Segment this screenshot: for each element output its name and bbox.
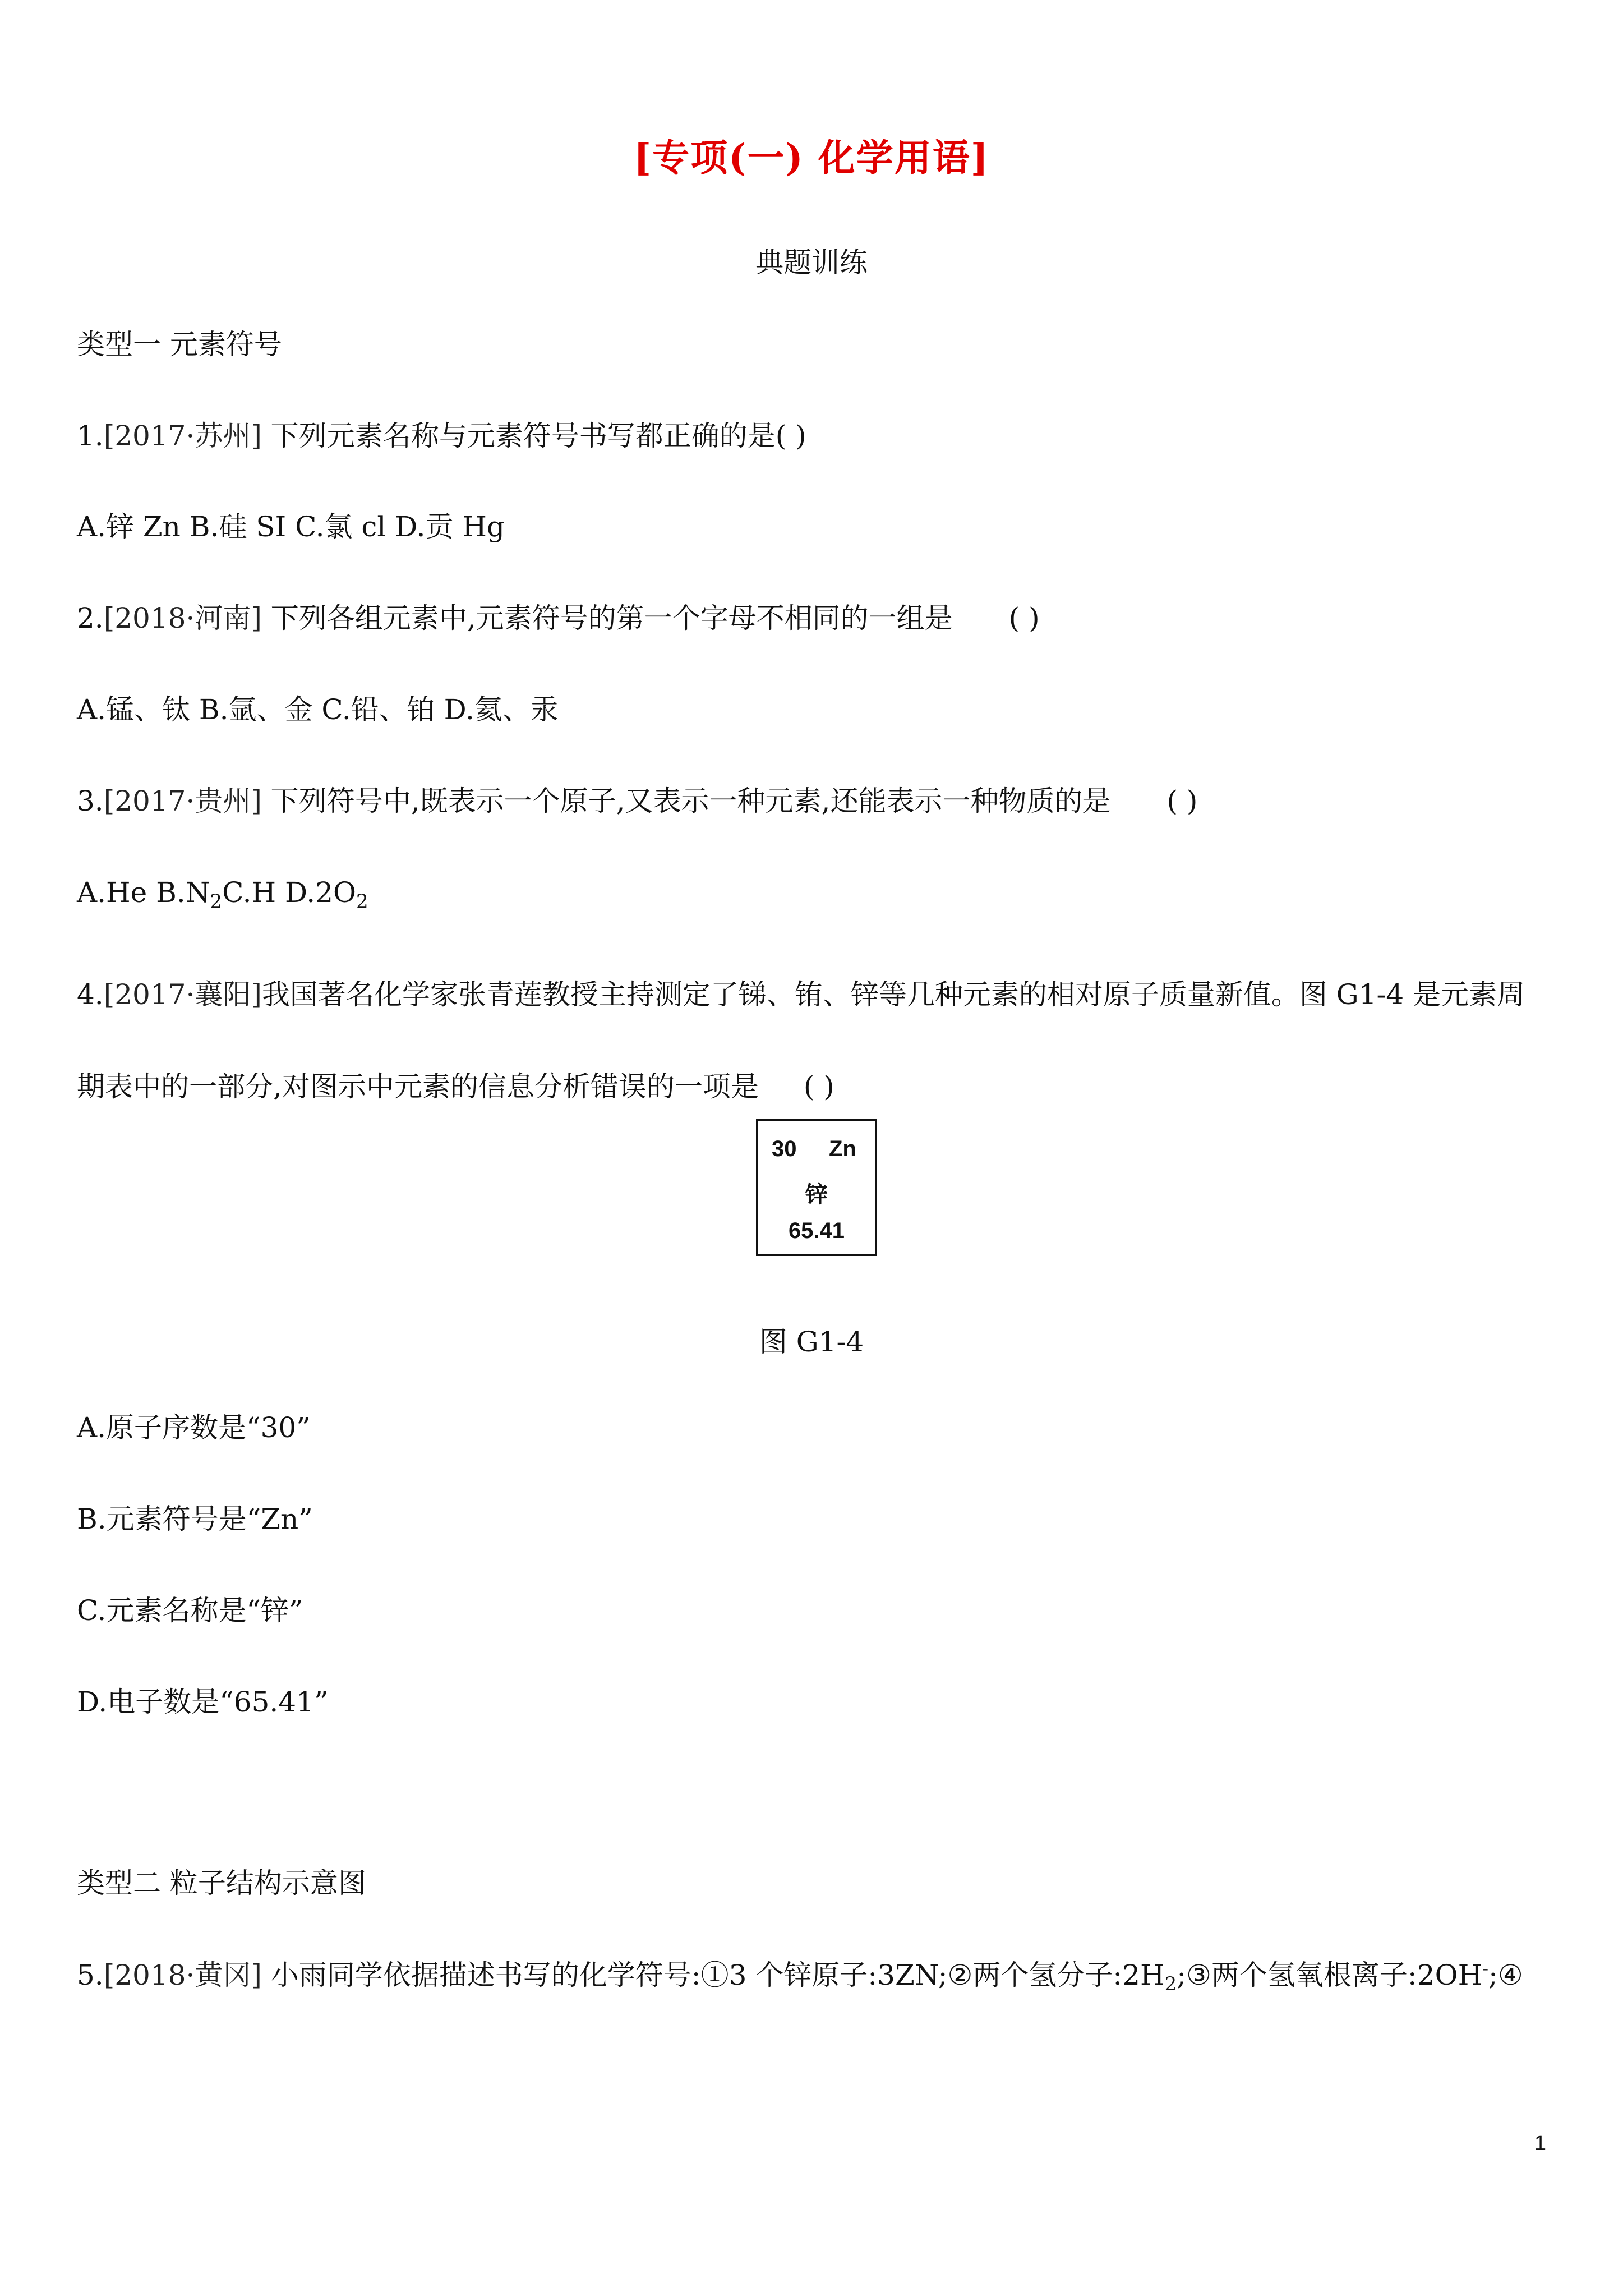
- answer-parentheses: ( ): [1166, 785, 1198, 817]
- question-4: [77, 949, 1546, 1133]
- question-source: [2018·河南]: [103, 602, 262, 634]
- question-number: 1.: [77, 420, 104, 452]
- subscript: 2: [210, 890, 223, 913]
- question-source: [2018·黄冈]: [103, 1959, 262, 1991]
- figure-caption: 图 G1-4: [759, 1326, 864, 1358]
- question-text: 小雨同学依据描述书写的化学符号:①3 个锌原子:3ZN;②两个氢分子:2H: [261, 1959, 1165, 1991]
- page-title: [专项(一) 化学用语]: [634, 136, 989, 180]
- question-source: [2017·贵州]: [103, 785, 262, 817]
- question-4-option-c: C.元素名称是“锌”: [77, 1594, 303, 1627]
- answer-parentheses: ( ): [803, 1070, 834, 1103]
- question-3-options: [77, 875, 1546, 913]
- question-source: [2017·襄阳]: [103, 978, 262, 1011]
- question-text: ;③两个氢氧根离子:2OH: [1177, 1959, 1483, 1991]
- question-1-options: A.锌 Zn B.硅 SI C.氯 cl D.贡 Hg: [77, 510, 505, 543]
- subscript: 2: [356, 890, 368, 913]
- question-source: [2017·苏州]: [103, 420, 262, 452]
- atomic-mass: 65.41: [788, 1218, 845, 1243]
- question-4-option-d: D.电子数是“65.41”: [77, 1686, 329, 1718]
- page-subtitle: 典题训练: [755, 246, 868, 279]
- question-4-option-b: B.元素符号是“Zn”: [77, 1503, 313, 1535]
- question-number: 2.: [77, 602, 104, 634]
- question-5: [77, 1958, 1546, 1993]
- periodic-table-cell: [756, 1119, 877, 1256]
- option-text: C.H D.2O: [222, 876, 356, 909]
- question-text: 下列元素名称与元素符号书写都正确的是: [261, 420, 776, 452]
- superscript: -: [1482, 1958, 1488, 1979]
- element-symbol: Zn: [829, 1137, 856, 1161]
- question-2: [77, 601, 1546, 636]
- atomic-number: 30: [772, 1137, 797, 1161]
- question-text: 下列各组元素中,元素符号的第一个字母不相同的一组是: [261, 602, 953, 634]
- question-2-options: A.锰、钛 B.氩、金 C.铅、铂 D.氦、汞: [77, 693, 559, 726]
- question-text: 我国著名化学家张青莲教授主持测定了锑、铕、锌等几种元素的相对原子质量新值。图 G1-4 是元素周期表中的一部分,对图示中元素的信息分析错误的一项是: [77, 978, 1525, 1103]
- element-name: 锌: [805, 1182, 828, 1208]
- subscript: 2: [1164, 1973, 1177, 1995]
- page-number: 1: [1534, 2132, 1546, 2155]
- question-1: [77, 418, 1546, 453]
- answer-parentheses: ( ): [775, 420, 806, 452]
- section-heading-type1: 类型一 元素符号: [77, 328, 282, 361]
- question-3: [77, 784, 1546, 818]
- question-number: 4.: [77, 978, 104, 1011]
- question-text: 下列符号中,既表示一个原子,又表示一种元素,还能表示一种物质的是: [261, 785, 1111, 817]
- question-4-option-a: A.原子序数是“30”: [77, 1411, 311, 1444]
- answer-parentheses: ( ): [1008, 602, 1040, 634]
- section-heading-type2: 类型二 粒子结构示意图: [77, 1867, 366, 1899]
- question-number: 3.: [77, 785, 104, 817]
- question-text: ;④: [1488, 1959, 1523, 1991]
- question-number: 5.: [77, 1959, 104, 1991]
- option-text: A.He B.N: [77, 876, 210, 909]
